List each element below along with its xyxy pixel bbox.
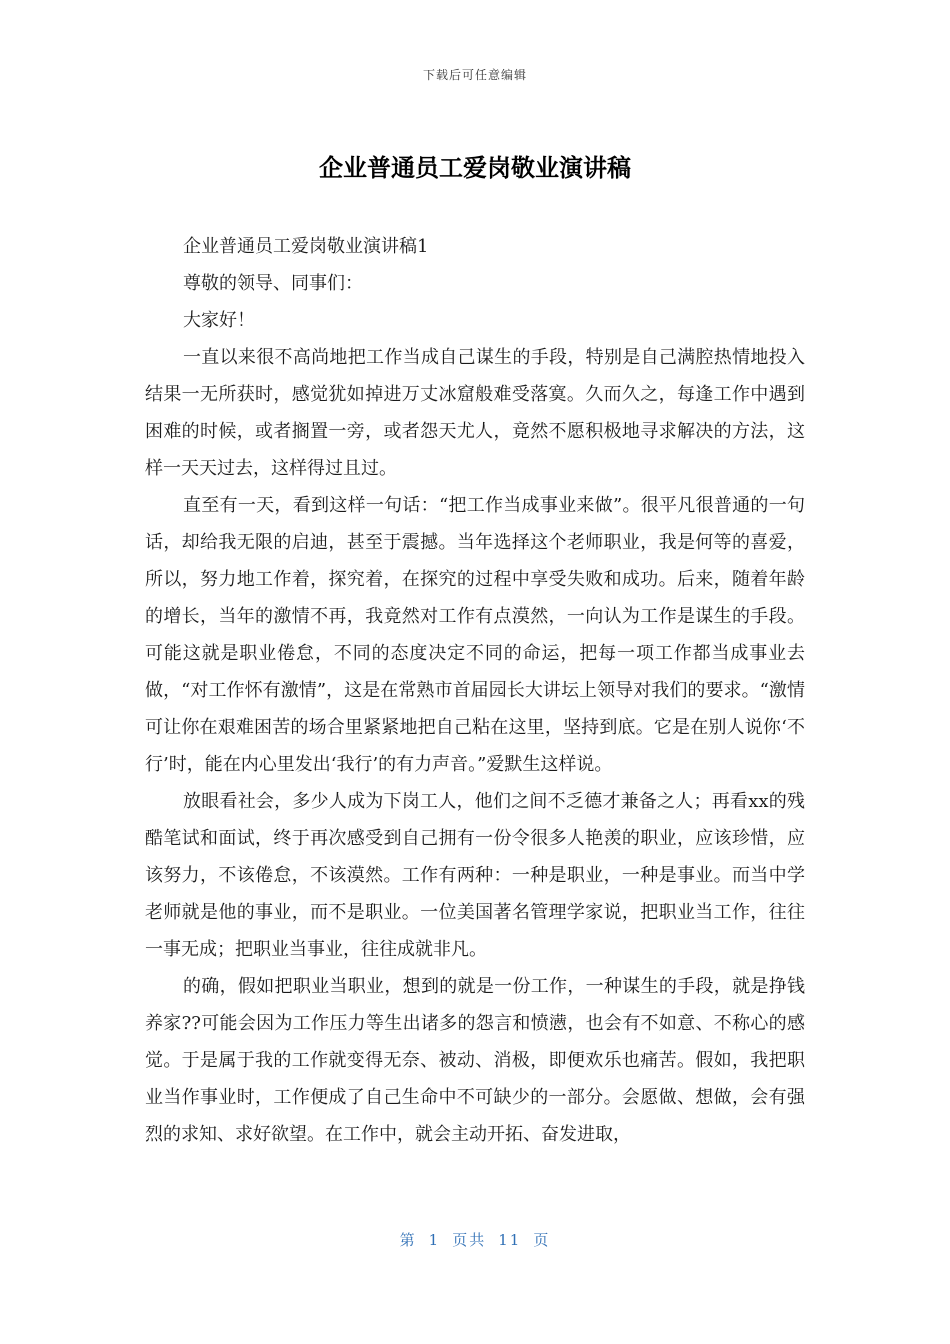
body-paragraph: 放眼看社会，多少人成为下岗工人，他们之间不乏德才兼备之人；再看xx的残酷笔试和面试，终于再次感受到自己拥有一份令很多人艳羡的职业，应该珍惜，应该努力，不该倦怠，不该漠然。工作有两种：一种是职业，一种是事业。而当中学老师就是他的事业，而不是职业。一位美国著名管理学家说，把职业当工作，往往一事无成；把职业当事业，往往成就非凡。 xyxy=(145,791,805,960)
body-paragraph: 直至有一天，看到这样一句话：“把工作当成事业来做”。很平凡很普通的一句话，却给我无限的启迪，甚至于震撼。当年选择这个老师职业，我是何等的喜爱，所以，努力地工作着，探究着，在探究的过程中享受失败和成功。后来，随着年龄的增长，当年的激情不再，我竟然对工作有点漠然，一向认为工作是谋生的手段。可能这就是职业倦怠，不同的态度决定不同的命运，把每一项工作都当成事业去做，“对工作怀有激情”，这是在常熟市首届园长大讲坛上领导对我们的要求。“激情可让你在艰难困苦的场合里紧紧地把自己粘在这里，坚持到底。它是在别人说你‘不行’时，能在内心里发出‘我行’的有力声音。”爱默生这样说。 xyxy=(145,495,805,775)
document-title: 企业普通员工爱岗敬业演讲稿 xyxy=(319,154,631,182)
page-footer xyxy=(0,1229,950,1250)
footer-total-pages: 11 xyxy=(498,1231,522,1249)
body-paragraph: 一直以来很不高尚地把工作当成自己谋生的手段，特别是自己满腔热情地投入结果一无所获时，感觉犹如掉进万丈冰窟般难受落寞。久而久之，每逢工作中遇到困难的时候，或者搁置一旁，或者怨天尤人，竟然不愿积极地寻求解决的方法，这样一天天过去，这样得过且过。 xyxy=(145,347,805,479)
body-paragraph: 的确，假如把职业当职业，想到的就是一份工作，一种谋生的手段，就是挣钱养家??可能会因为工作压力等生出诸多的怨言和愤懑，也会有不如意、不称心的感觉。于是属于我的工作就变得无奈、被动、消极，即便欢乐也痛苦。假如，我把职业当作事业时，工作便成了自己生命中不可缺少的一部分。会愿做、想做，会有强烈的求知、求好欲望。在工作中，就会主动开拓、奋发进取， xyxy=(145,976,805,1145)
footer-current-page: 1 xyxy=(428,1231,441,1249)
body-paragraph: 大家好！ xyxy=(183,310,255,331)
header-note: 下载后可任意编辑 xyxy=(422,68,527,82)
footer-middle: 页共 xyxy=(452,1231,487,1249)
body-paragraph: 尊敬的领导、同事们： xyxy=(183,273,363,294)
body-paragraph: 企业普通员工爱岗敬业演讲稿1 xyxy=(183,236,429,257)
footer-prefix: 第 xyxy=(399,1231,417,1249)
footer-suffix: 页 xyxy=(533,1231,551,1249)
document-body xyxy=(145,228,805,1153)
